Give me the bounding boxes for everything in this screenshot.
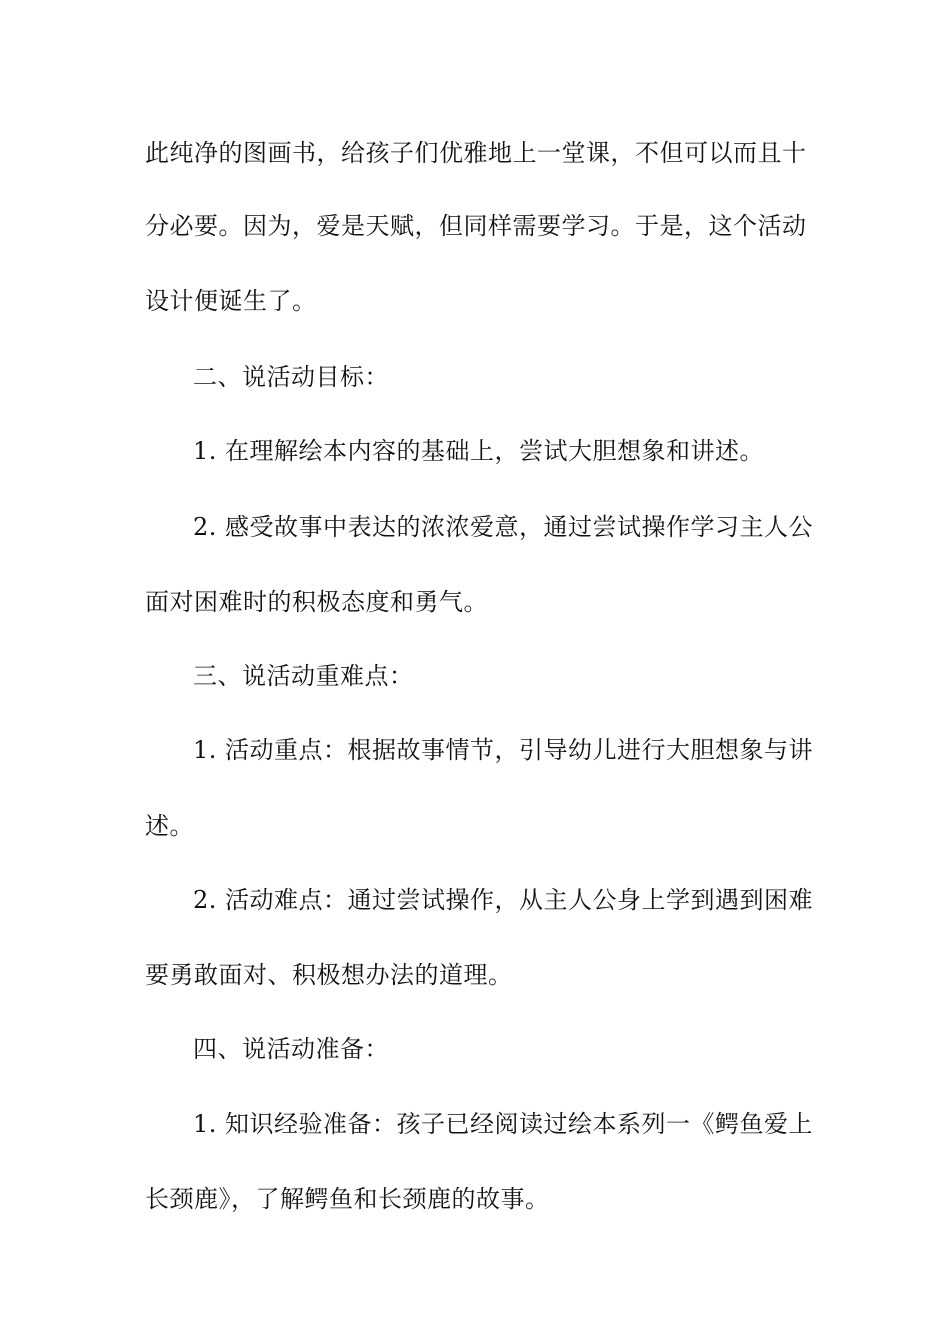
paragraph-line: 述。 bbox=[145, 812, 194, 840]
paragraph-line: 要勇敢面对、积极想办法的道理。 bbox=[145, 961, 513, 989]
paragraph-line: 设计便诞生了。 bbox=[145, 287, 317, 315]
list-item: 2. 感受故事中表达的浓浓爱意，通过尝试操作学习主人公 bbox=[193, 513, 814, 541]
section-heading: 四、说活动准备： bbox=[193, 1035, 389, 1063]
list-item: 1. 活动重点：根据故事情节，引导幼儿进行大胆想象与讲 bbox=[193, 736, 814, 764]
paragraph-line: 面对困难时的积极态度和勇气。 bbox=[145, 588, 488, 616]
paragraph-line: 此纯净的图画书，给孩子们优雅地上一堂课，不但可以而且十 bbox=[145, 139, 807, 167]
section-heading: 二、说活动目标： bbox=[193, 363, 389, 391]
paragraph-line: 分必要。因为，爱是天赋，但同样需要学习。于是，这个活动 bbox=[145, 212, 807, 240]
paragraph-line: 长颈鹿》，了解鳄鱼和长颈鹿的故事。 bbox=[145, 1185, 550, 1213]
list-item: 1. 在理解绘本内容的基础上，尝试大胆想象和讲述。 bbox=[193, 437, 765, 465]
list-item: 2. 活动难点：通过尝试操作，从主人公身上学到遇到困难 bbox=[193, 886, 814, 914]
list-item: 1. 知识经验准备：孩子已经阅读过绘本系列一《鳄鱼爱上 bbox=[193, 1110, 814, 1138]
section-heading: 三、说活动重难点： bbox=[193, 662, 414, 690]
